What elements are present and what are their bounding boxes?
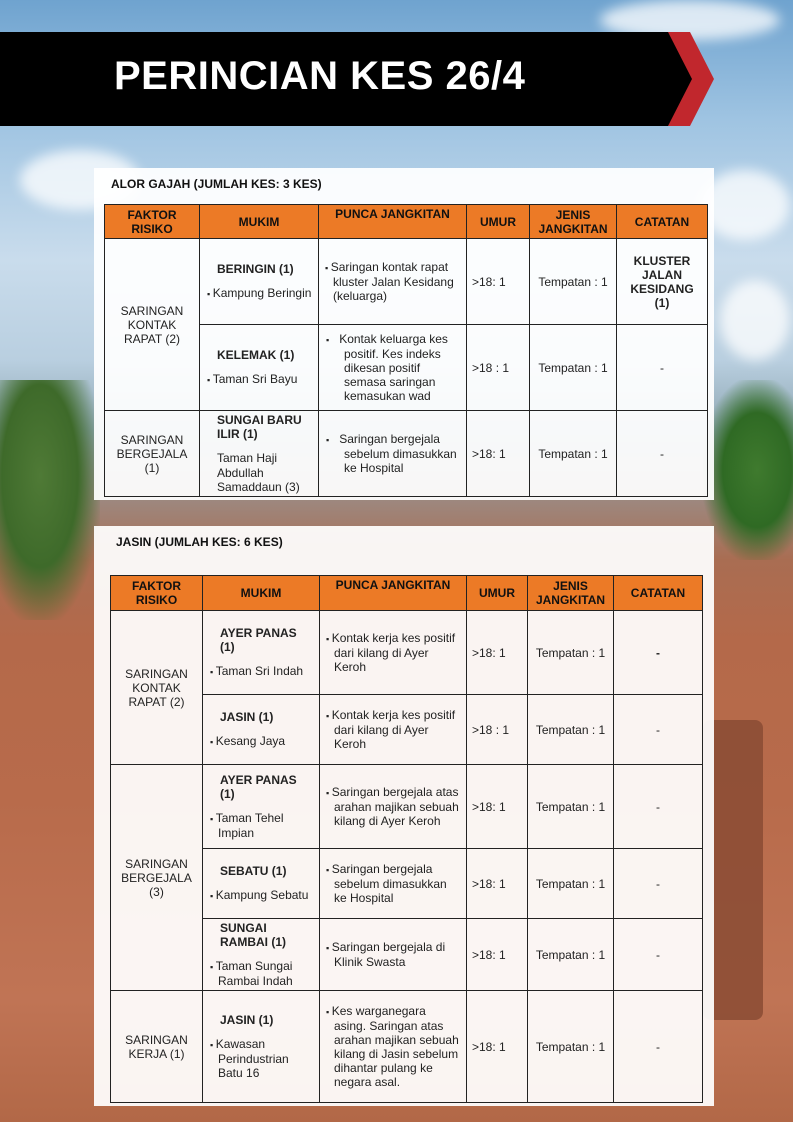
jenis-cell: Tempatan : 1 (528, 765, 614, 849)
catatan-cell: - (614, 611, 703, 695)
mukim-name: AYER PANAS (1) (220, 626, 297, 654)
faktor-cell: SARINGAN BERGEJALA (1) (105, 411, 200, 497)
page-title: PERINCIAN KES 26/4 (114, 54, 526, 98)
umur-cell: >18: 1 (467, 991, 528, 1103)
cloud (720, 280, 790, 360)
case-table-jasin (110, 575, 703, 1103)
umur-cell: >18: 1 (467, 919, 528, 991)
trees-right (703, 380, 793, 560)
header-catatan: CATATAN (614, 576, 703, 611)
punca-cell (319, 239, 467, 325)
mukim-cell (200, 325, 319, 411)
mukim-name: SUNGAI RAMBAI (1) (220, 921, 286, 949)
umur-cell: >18 : 1 (467, 695, 528, 765)
chevron-right-icon (664, 32, 714, 126)
jenis-cell: Tempatan : 1 (528, 695, 614, 765)
header-mukim: MUKIM (200, 205, 319, 239)
trees-left (0, 380, 100, 620)
mukim-cell (203, 919, 320, 991)
jenis-cell: Tempatan : 1 (530, 325, 617, 411)
header-faktor: FAKTOR RISIKO (105, 205, 200, 239)
section-title: ALOR GAJAH (JUMLAH KES: 3 KES) (111, 177, 322, 191)
mukim-cell (203, 849, 320, 919)
mukim-place: ▪ Taman Tehel Impian (208, 811, 314, 840)
jenis-cell: Tempatan : 1 (530, 411, 617, 497)
catatan-cell: - (614, 919, 703, 991)
umur-cell: >18: 1 (467, 239, 530, 325)
mukim-name: SEBATU (1) (220, 864, 287, 878)
punca-cell (320, 695, 467, 765)
mukim-name: AYER PANAS (1) (220, 773, 297, 801)
mukim-name: KELEMAK (1) (217, 348, 295, 362)
header-punca: PUNCA JANGKITAN (320, 576, 467, 611)
jenis-cell: Tempatan : 1 (530, 239, 617, 325)
catatan-cell: - (614, 765, 703, 849)
header-jenis: JENIS JANGKITAN (528, 576, 614, 611)
mukim-place: ▪ Kampung Beringin (205, 286, 313, 301)
mukim-name: JASIN (1) (220, 1013, 274, 1027)
mukim-name: SUNGAI BARU ILIR (1) (217, 413, 302, 441)
header-umur: UMUR (467, 576, 528, 611)
header-faktor: FAKTOR RISIKO (111, 576, 203, 611)
case-table-alor-gajah (104, 204, 708, 497)
punca-text: ▪ Kontak kerja kes positif dari kilang di Ayer Keroh (325, 708, 461, 751)
table-row (105, 411, 708, 497)
jenis-cell: Tempatan : 1 (528, 991, 614, 1103)
mukim-place: ▪ Taman Sri Bayu (205, 372, 313, 387)
catatan-cell: - (614, 991, 703, 1103)
mukim-place: ▪ Taman Sri Indah (208, 664, 314, 679)
header-catatan: CATATAN (617, 205, 708, 239)
catatan-cell: - (617, 411, 708, 497)
mukim-cell (203, 991, 320, 1103)
jenis-cell: Tempatan : 1 (528, 849, 614, 919)
mukim-place: ▪ Kawasan Perindustrian Batu 16 (208, 1037, 314, 1080)
mukim-cell (203, 695, 320, 765)
header-umur: UMUR (467, 205, 530, 239)
punca-text: ▪ Kes warganegara asing. Saringan atas arahan majikan sebuah kilang di Jasin sebelum dihantar pulang ke negara asal. (325, 1004, 461, 1089)
mukim-place: ▪ Kesang Jaya (208, 734, 314, 749)
catatan-cell: - (614, 849, 703, 919)
mukim-place: ▪ Kampung Sebatu (208, 888, 314, 903)
catatan-cell: - (614, 695, 703, 765)
header-jenis: JENIS JANGKITAN (530, 205, 617, 239)
section-title: JASIN (JUMLAH KES: 6 KES) (116, 535, 283, 549)
punca-cell (320, 991, 467, 1103)
catatan-cell: KLUSTER JALAN KESIDANG (1) (617, 239, 708, 325)
table-row (111, 611, 703, 695)
punca-cell (320, 849, 467, 919)
umur-cell: >18: 1 (467, 765, 528, 849)
punca-text: ▪ Saringan kontak rapat kluster Jalan Kesidang (keluarga) (324, 260, 461, 303)
table-row (105, 239, 708, 325)
mukim-name: BERINGIN (1) (217, 262, 294, 276)
punca-text: ▪ Saringan bergejala sebelum dimasukkan ke Hospital (325, 862, 461, 905)
punca-text: ▪ Saringan bergejala atas arahan majikan sebuah kilang di Ayer Keroh (325, 785, 461, 828)
mukim-cell (200, 239, 319, 325)
jenis-cell: Tempatan : 1 (528, 611, 614, 695)
punca-cell (319, 411, 467, 497)
jenis-cell: Tempatan : 1 (528, 919, 614, 991)
faktor-cell: SARINGAN KONTAK RAPAT (2) (105, 239, 200, 411)
umur-cell: >18: 1 (467, 849, 528, 919)
faktor-cell: SARINGAN KERJA (1) (111, 991, 203, 1103)
umur-cell: >18: 1 (467, 411, 530, 497)
header-punca: PUNCA JANGKITAN (319, 205, 467, 239)
header-mukim: MUKIM (203, 576, 320, 611)
mukim-name: JASIN (1) (220, 710, 274, 724)
umur-cell: >18 : 1 (467, 325, 530, 411)
faktor-cell: SARINGAN BERGEJALA (3) (111, 765, 203, 991)
punca-cell (320, 611, 467, 695)
table-row (111, 991, 703, 1103)
punca-text: ▪ Kontak keluarga kes positif. Kes indeks dikesan positif semasa saringan kemasukan wad (324, 332, 461, 403)
mukim-place: ▪ Taman Sungai Rambai Indah (208, 959, 314, 988)
punca-cell (320, 919, 467, 991)
punca-cell (319, 325, 467, 411)
mukim-cell (200, 411, 319, 497)
punca-text: ▪ Saringan bergejala sebelum dimasukkan ke Hospital (324, 432, 461, 475)
mukim-cell (203, 611, 320, 695)
mukim-place: Taman Haji Abdullah Samaddaun (3) (217, 451, 300, 494)
punca-text: ▪ Saringan bergejala di Klinik Swasta (325, 940, 461, 969)
faktor-cell: SARINGAN KONTAK RAPAT (2) (111, 611, 203, 765)
catatan-cell: - (617, 325, 708, 411)
punca-text: ▪ Kontak kerja kes positif dari kilang di Ayer Keroh (325, 631, 461, 674)
punca-cell (320, 765, 467, 849)
table-row (111, 765, 703, 849)
mukim-cell (203, 765, 320, 849)
umur-cell: >18: 1 (467, 611, 528, 695)
